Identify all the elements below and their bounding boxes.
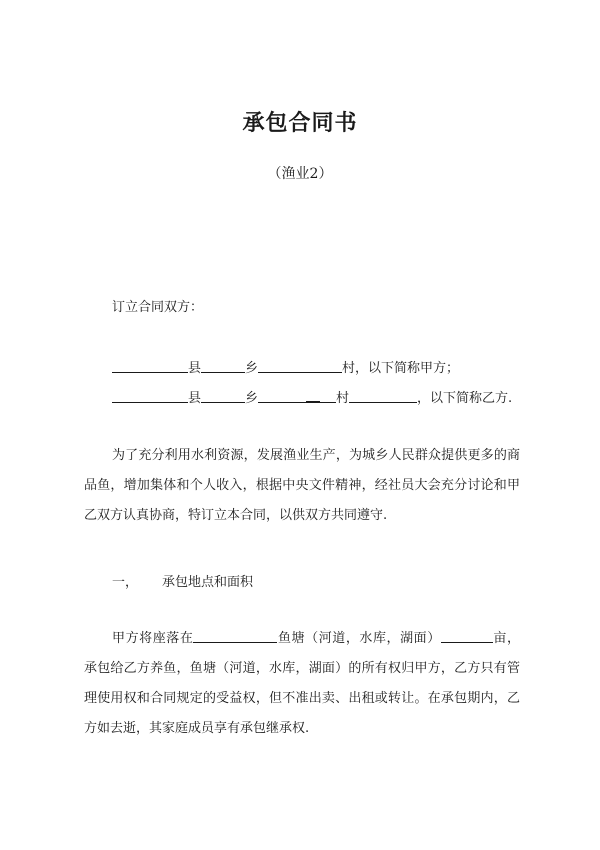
party-a-village-blank[interactable]: [258, 359, 342, 373]
party-b-village-blank-mark: [306, 388, 320, 403]
party-a-township-blank[interactable]: [201, 359, 245, 373]
section-1-paragraph: [84, 624, 520, 744]
preamble-paragraph: 为了充分利用水利资源，发展渔业生产，为城乡人民群众提供更多的商品鱼，增加集体和个人收入，根据中央文件精神，经社员大会充分讨论和甲乙双方认真协商，特订立本合同，以供双方共同遵守.: [84, 448, 520, 523]
section-1-number: 一，: [112, 575, 139, 590]
section-1-text-c: 亩，承包给乙方养鱼，鱼塘（河道，水库，湖面）的所有权归甲方，乙方只有管理使用权和合同规定的受益权，但不准出卖、出租或转让。在承包期内，乙方如去逝，其家庭成员享有承包继承权.: [84, 631, 520, 736]
party-b-township-blank[interactable]: [201, 389, 245, 403]
location-blank[interactable]: [193, 629, 277, 643]
document-title: 承包合同书: [242, 111, 358, 136]
area-blank[interactable]: [441, 629, 493, 643]
party-b-village-blank-2[interactable]: [320, 389, 336, 403]
party-b-township-label: 乡: [245, 391, 259, 406]
party-b-village-label: 村: [336, 391, 350, 406]
section-1-heading: [112, 571, 253, 590]
party-a-line: [112, 357, 459, 376]
party-b-name-blank[interactable]: [349, 389, 417, 403]
section-1-text-a: 甲方将座落在: [112, 631, 194, 646]
party-a-county-blank[interactable]: [112, 359, 188, 373]
party-b-county-label: 县: [188, 391, 202, 406]
section-1-text-b: 鱼塘（河道，水库，湖面）: [277, 631, 441, 646]
party-b-county-blank[interactable]: [112, 389, 188, 403]
party-b-suffix: ，以下简称乙方.: [417, 391, 513, 406]
party-a-township-label: 乡: [245, 361, 259, 376]
section-1-title: 承包地点和面积: [162, 575, 254, 590]
party-b-village-blank-1[interactable]: [258, 389, 306, 403]
party-a-village-suffix: 村，以下简称甲方；: [342, 361, 460, 376]
parties-heading: 订立合同双方：: [112, 300, 204, 315]
party-b-line: [112, 387, 512, 406]
party-a-county-label: 县: [188, 361, 202, 376]
document-subtitle: （渔业2）: [267, 166, 333, 182]
